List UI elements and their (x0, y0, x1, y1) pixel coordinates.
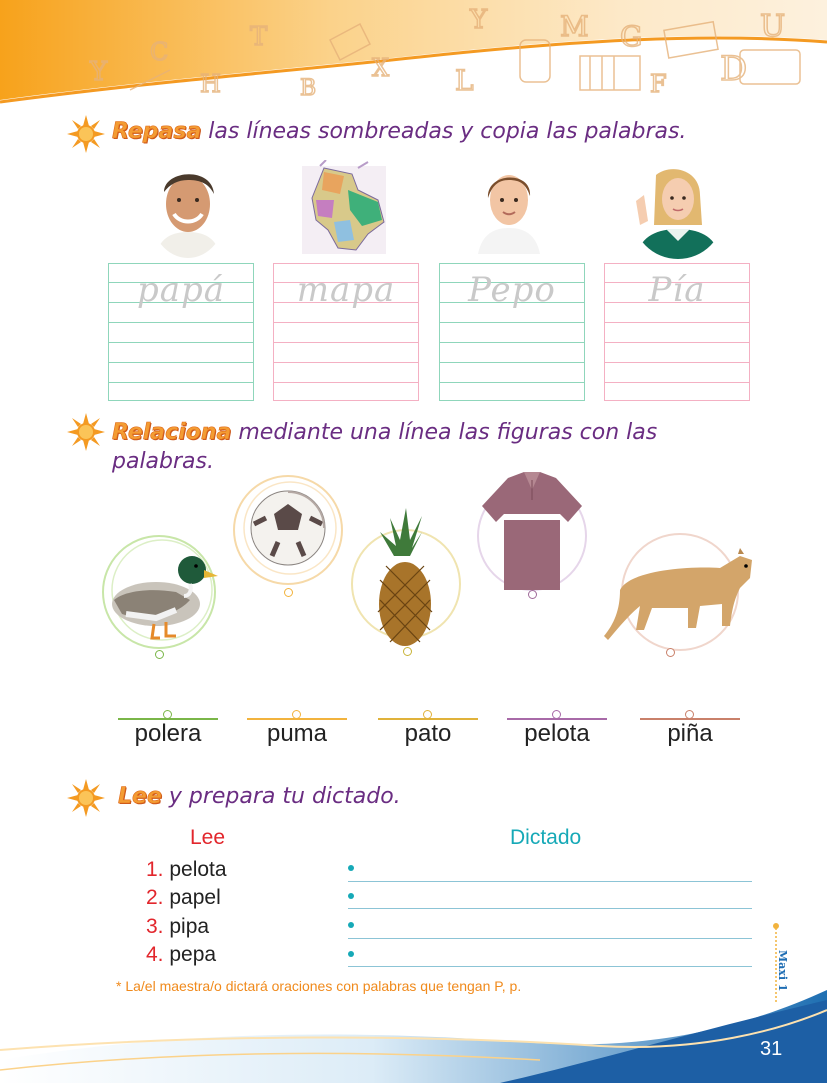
svg-text:G: G (620, 20, 643, 53)
tracing-card-papa[interactable] (108, 263, 254, 401)
dictation-line[interactable] (348, 966, 752, 967)
guide-line (274, 382, 418, 383)
lee-column-heading: Lee (190, 826, 226, 849)
guide-line (109, 342, 253, 343)
tracing-card-mapa[interactable] (273, 263, 419, 401)
instruction-text: las líneas sombreadas y copia las palabras. (201, 119, 687, 144)
footer-wave-banner (0, 990, 827, 1083)
dictado-column-heading: Dictado (510, 826, 582, 849)
match-dot-shirt[interactable] (528, 590, 537, 599)
dictation-line[interactable] (348, 908, 752, 909)
dictation-line[interactable] (348, 881, 752, 882)
svg-text:B: B (300, 76, 317, 101)
svg-text:U: U (760, 9, 786, 44)
item-word: pipa (163, 915, 210, 938)
guide-line (440, 322, 584, 323)
dictation-line[interactable] (348, 938, 752, 939)
puma-figure[interactable] (600, 530, 758, 656)
pineapple-figure[interactable] (350, 500, 462, 650)
svg-text:M: M (560, 10, 589, 43)
item-number: 2. (146, 886, 164, 909)
dictation-bullet (348, 865, 354, 871)
match-dot-duck[interactable] (155, 650, 164, 659)
bolivia-map (298, 160, 390, 258)
guide-line (274, 342, 418, 343)
guide-line (440, 342, 584, 343)
dictation-bullet (348, 893, 354, 899)
svg-text:Y: Y (90, 57, 108, 87)
sun-bullet-icon (66, 778, 106, 818)
tracing-card-pepo[interactable] (439, 263, 585, 401)
svg-text:T: T (250, 22, 268, 52)
tracing-word: mapa (296, 270, 396, 310)
boy-photo (474, 164, 544, 254)
match-dot-pineapple[interactable] (403, 647, 412, 656)
instruction-lee (118, 784, 401, 809)
guide-line (440, 382, 584, 383)
duck-figure[interactable] (96, 530, 222, 654)
tracing-card-pia[interactable] (604, 263, 750, 401)
teacher-note: * La/el maestra/o dictará oraciones con palabras que tengan P, p. (116, 978, 522, 994)
svg-text:H: H (200, 70, 221, 98)
svg-text:C: C (150, 38, 169, 66)
item-number: 1. (146, 858, 164, 881)
tracing-word: Pía (648, 270, 706, 310)
sun-bullet-icon (66, 412, 106, 452)
item-number: 4. (146, 943, 164, 966)
tracing-word: Pepo (468, 270, 556, 310)
page-number: 31 (760, 1038, 783, 1060)
guide-line (605, 342, 749, 343)
guide-line (605, 322, 749, 323)
word-puma: puma (266, 720, 328, 747)
girl-photo (630, 165, 726, 261)
guide-line (109, 362, 253, 363)
instruction-text-line2: palabras. (112, 449, 214, 474)
instruction-text: y prepara tu dictado. (161, 784, 401, 809)
reading-item (146, 886, 221, 910)
match-dot-puma[interactable] (666, 648, 675, 657)
header-doodle-banner (0, 0, 827, 110)
word-pelota: pelota (524, 720, 590, 747)
guide-line (274, 362, 418, 363)
match-dot-word-pato[interactable] (423, 710, 432, 719)
svg-text:D: D (720, 49, 748, 89)
reading-item (146, 943, 216, 967)
guide-line (274, 322, 418, 323)
instruction-verb: Repasa (112, 119, 202, 144)
guide-line (605, 382, 749, 383)
dictation-bullet (348, 951, 354, 957)
word-pina: piña (667, 720, 713, 747)
side-tab-label: Maxi 1 (776, 950, 789, 992)
guide-line (605, 362, 749, 363)
word-pato: pato (404, 720, 452, 747)
item-word: pepa (163, 943, 217, 966)
match-dot-word-pelota[interactable] (552, 710, 561, 719)
item-word: papel (163, 886, 221, 909)
guide-line (109, 382, 253, 383)
match-dot-word-pina[interactable] (685, 710, 694, 719)
guide-line (440, 362, 584, 363)
instruction-text: mediante una línea las figuras con las (231, 420, 658, 445)
reading-item (146, 858, 227, 882)
instruction-verb: Lee (118, 784, 162, 809)
polo-shirt-figure[interactable] (476, 466, 588, 594)
svg-text:Y: Y (470, 5, 488, 35)
reading-item (146, 915, 209, 939)
match-dot-ball[interactable] (284, 588, 293, 597)
svg-text:L: L (455, 64, 474, 97)
guide-line (109, 322, 253, 323)
word-polera: polera (134, 720, 202, 747)
item-word: pelota (163, 858, 227, 881)
match-dot-word-puma[interactable] (292, 710, 301, 719)
tracing-word: papá (136, 270, 226, 310)
instruction-verb: Relaciona (112, 420, 232, 445)
soccer-ball-figure[interactable] (232, 472, 344, 588)
sun-bullet-icon (66, 114, 106, 154)
svg-text:X: X (372, 54, 390, 82)
smiling-man-photo (148, 162, 228, 258)
instruction-repasa (112, 119, 686, 144)
match-dot-word-polera[interactable] (163, 710, 172, 719)
svg-text:F: F (650, 70, 667, 98)
dictation-bullet (348, 922, 354, 928)
item-number: 3. (146, 915, 164, 938)
